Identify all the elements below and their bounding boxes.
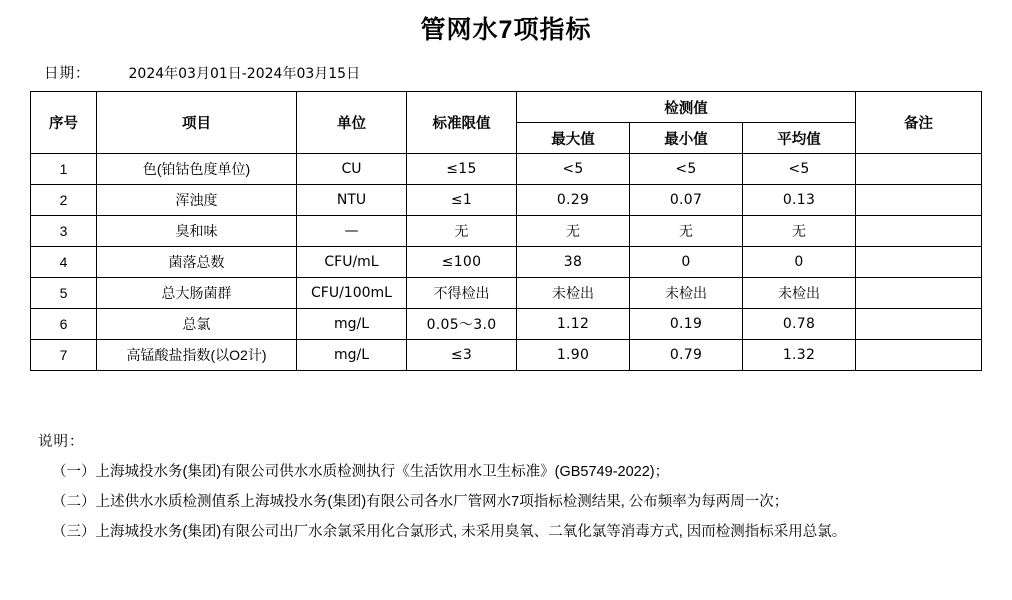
cell-limit: 不得检出 [407,278,517,309]
table-row [31,154,982,185]
th-detected: 检测值 [517,92,856,123]
th-limit: 标准限值 [407,92,517,154]
cell-min: 0 [630,247,743,278]
cell-min: 0.79 [630,340,743,371]
cell-avg: 无 [743,216,856,247]
table-header [31,92,982,154]
cell-avg: 0.78 [743,309,856,340]
th-remark: 备注 [856,92,982,154]
cell-item: 浑浊度 [97,185,297,216]
cell-remark [856,216,982,247]
cell-limit: 0.05～3.0 [407,309,517,340]
th-unit: 单位 [297,92,407,154]
cell-remark [856,340,982,371]
cell-no: 5 [31,278,97,309]
date-value: 2024年03月01日-2024年03月15日 [128,65,361,82]
th-avg: 平均值 [743,123,856,154]
cell-max: <5 [517,154,630,185]
table-row [31,309,982,340]
cell-item: 高锰酸盐指数(以O2计) [97,340,297,371]
cell-no: 3 [31,216,97,247]
cell-unit: CFU/100mL [297,278,407,309]
cell-max: 未检出 [517,278,630,309]
table-row [31,216,982,247]
cell-max: 1.90 [517,340,630,371]
th-item: 项目 [97,92,297,154]
note-item-2: （二）上述供水水质检测值系上海城投水务(集团)有限公司各水厂管网水7项指标检测结果, 公布频率为每两周一次； [52,494,789,510]
date-label: 日期： [44,66,91,82]
cell-unit: CU [297,154,407,185]
cell-item: 总大肠菌群 [97,278,297,309]
cell-limit: ≤3 [407,340,517,371]
page-title: 管网水7项指标 [420,16,592,44]
cell-unit: CFU/mL [297,247,407,278]
cell-no: 6 [31,309,97,340]
table-row [31,185,982,216]
notes-section [38,427,1012,547]
cell-no: 4 [31,247,97,278]
cell-avg: 1.32 [743,340,856,371]
cell-unit: mg/L [297,309,407,340]
cell-max: 1.12 [517,309,630,340]
table-row [31,278,982,309]
table-body [31,154,982,371]
cell-remark [856,247,982,278]
notes-heading: 说明： [38,434,85,450]
cell-limit: 无 [407,216,517,247]
cell-min: 0.07 [630,185,743,216]
note-item-3: （三）上海城投水务(集团)有限公司出厂水余氯采用化合氯形式, 未采用臭氧、二氧化氯等消毒方式, 因而检测指标采用总氯。 [52,524,847,540]
cell-item: 总氯 [97,309,297,340]
cell-avg: <5 [743,154,856,185]
cell-unit: mg/L [297,340,407,371]
cell-remark [856,185,982,216]
cell-unit: — [297,216,407,247]
cell-limit: ≤1 [407,185,517,216]
table-row [31,247,982,278]
cell-avg: 0.13 [743,185,856,216]
table-row [31,340,982,371]
th-min: 最小值 [630,123,743,154]
cell-no: 2 [31,185,97,216]
cell-avg: 0 [743,247,856,278]
cell-item: 菌落总数 [97,247,297,278]
cell-remark [856,154,982,185]
cell-limit: ≤15 [407,154,517,185]
cell-no: 7 [31,340,97,371]
date-row [44,62,1012,83]
cell-limit: ≤100 [407,247,517,278]
th-max: 最大值 [517,123,630,154]
cell-min: 未检出 [630,278,743,309]
water-quality-table [30,91,982,371]
th-no: 序号 [31,92,97,154]
cell-min: <5 [630,154,743,185]
cell-unit: NTU [297,185,407,216]
cell-max: 无 [517,216,630,247]
cell-item: 臭和味 [97,216,297,247]
cell-min: 0.19 [630,309,743,340]
cell-max: 38 [517,247,630,278]
note-item-1: （一）上海城投水务(集团)有限公司供水水质检测执行《生活饮用水卫生标准》(GB5749-2022)； [52,464,670,480]
cell-remark [856,309,982,340]
cell-remark [856,278,982,309]
cell-min: 无 [630,216,743,247]
cell-max: 0.29 [517,185,630,216]
cell-item: 色(铂钴色度单位) [97,154,297,185]
header-row-1 [31,92,982,123]
cell-no: 1 [31,154,97,185]
cell-avg: 未检出 [743,278,856,309]
